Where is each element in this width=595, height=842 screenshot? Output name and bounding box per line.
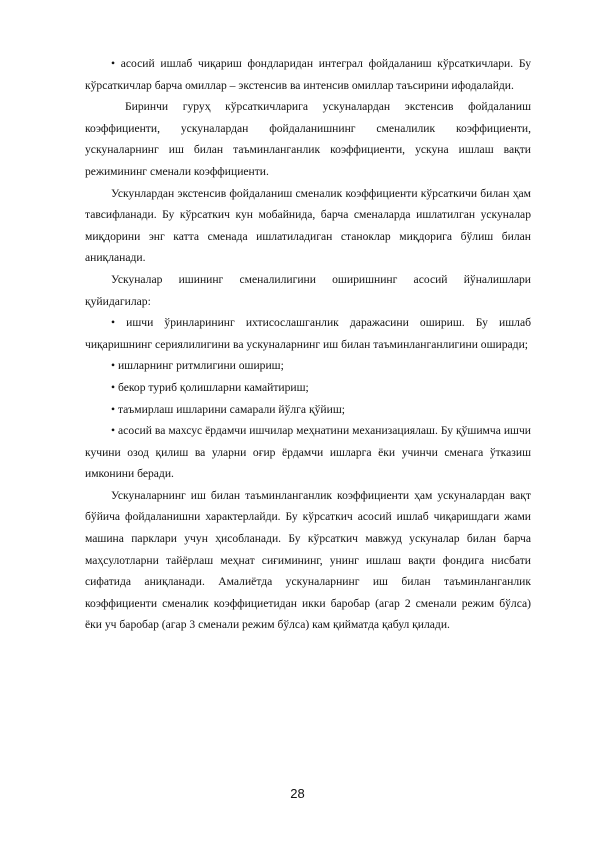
paragraph-main-directions: Ускуналар ишининг сменалилигини оширишнинг асосий йўналишлари қуйидагилар: xyxy=(85,272,531,308)
paragraph-integral-indicators: • асосий ишлаб чиқариш фондларидан интеграл фойдаланиш кўрсаткичлари. Бу кўрсаткичлар барча омиллар – экстенсив ва интенсив омиллар таъсирини ифодалайди. xyxy=(85,57,531,92)
paragraph-workload-coefficient: Ускуналарнинг иш билан таъминланганлик коэффициенти ҳам ускуналардан вақт бўйича фойдаланишни характерлайди. Бу кўрсаткич асосий ишлаб чиқаришдаги жами машина парклари учун ҳисобланади. Бу кўрсаткич мавжуд ускуналар билан барча маҳсулотларни тайёрлаш меҳнат сиғимининг, унинг ишлаш вақти фондига нисбати сифатида аниқланади. Амалиётда ускуналарнинг иш билан таъминланганлик коэффициенти сменалик коэффициетидан икки баробар (агар 2 сменали режим бўлса) ёки уч баробар (агар 3 сменали режим бўлса) кам қийматда қабул қилади. xyxy=(85,488,531,632)
bullet-repair: • таъмирлаш ишларини самарали йўлга қўйиш; xyxy=(111,402,345,416)
page-number: 28 xyxy=(290,786,305,801)
bullet-specialization: • ишчи ўринларининг ихтисослашганлик даражасини ошириш. Бу ишлаб чиқаришнинг сериялилигини ва ускуналарнинг иш билан таъминланганлигини оширади; xyxy=(85,316,531,351)
document-body xyxy=(85,53,531,636)
bullet-downtime: • бекор туриб қолишларни камайтириш; xyxy=(111,380,309,394)
paragraph-shift-coefficient: Ускунлардан экстенсив фойдаланиш сменалик коэффициенти кўрсаткичи билан ҳам тавсифланади. Бу кўрсаткич кун мобайнида, барча сменаларда ишлатилган ускуналар миқдорини энг катта сменада ишлатиладиган станоклар миқдорига бўлиш билан аниқланади. xyxy=(85,186,531,265)
paragraph-first-group: Биринчи гуруҳ кўрсаткичларига ускуналардан экстенсив фойдаланиш коэффициенти, ускуналардан фойдаланишнинг сменалилик коэффициенти, ускуналарнинг иш билан таъминланганлик коэффициенти, ускуна ишлаш вақти режимининг сменали коэффициенти. xyxy=(85,100,531,178)
bullet-mechanization: • асосий ва махсус ёрдамчи ишчилар меҳнатини механизациялаш. Бу қўшимча ишчи кучини озод қилиш ва уларни оғир ёрдамчи ишларга ёки учинчи сменага ўтказиш имконини беради. xyxy=(85,424,531,481)
bullet-rhythm: • ишларнинг ритмлигини ошириш; xyxy=(111,359,284,373)
